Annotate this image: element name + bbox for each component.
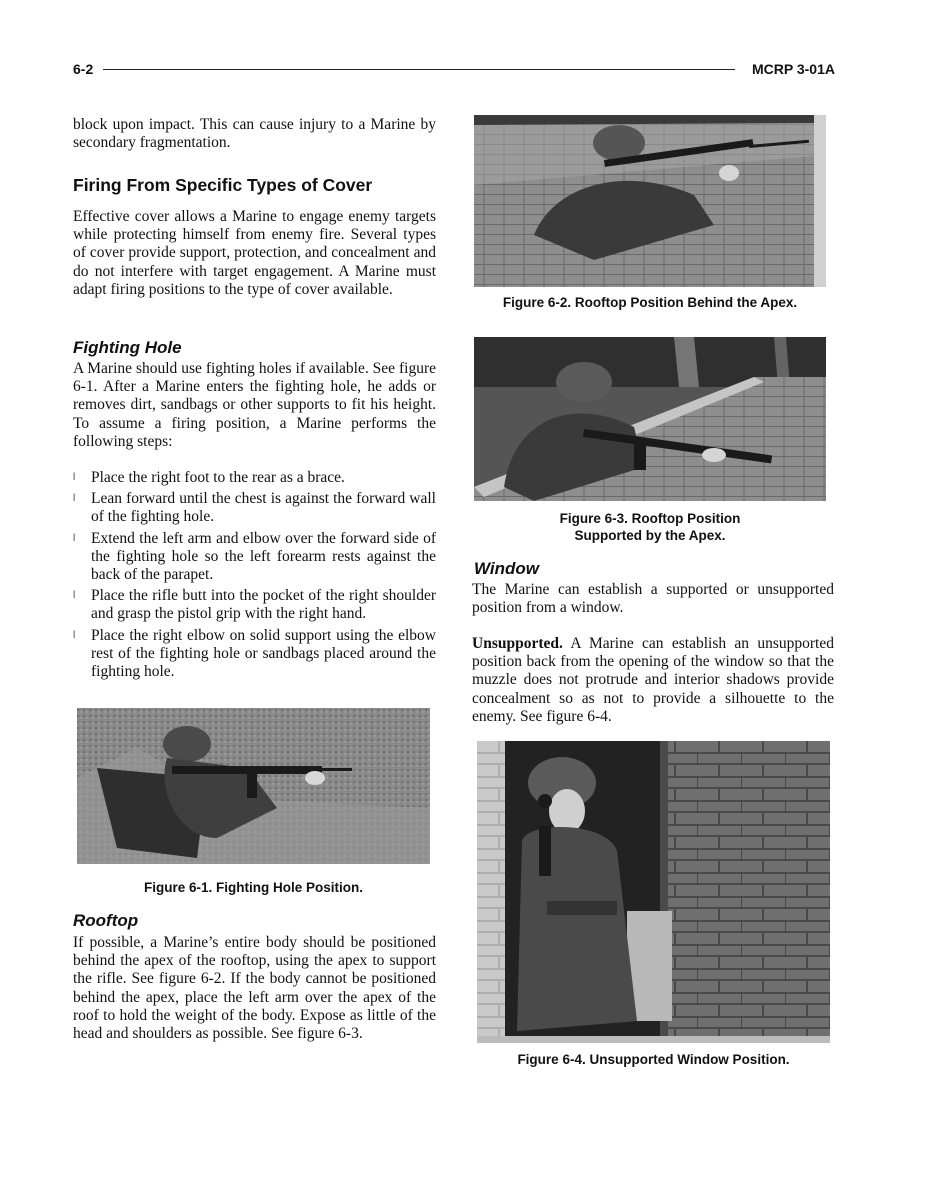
unsupported-paragraph [472, 635, 834, 726]
fighting-hole-photo [77, 708, 430, 864]
fighting-hole-text: A Marine should use fighting holes if available. See figure 6-1. After a Marine enters the fighting hole, he adds or removes dirt, sandbags or other supports to fit his height. To assume a firing position, a Marine performs the following steps: [73, 360, 436, 450]
step-text: Place the rifle butt into the pocket of the right shoulder and grasp the pistol grip with the right hand. [91, 587, 436, 623]
fig3-caption-line1: Figure 6-3. Rooftop Position [559, 511, 741, 526]
fig2-caption: Figure 6-2. Rooftop Position Behind the Apex. [502, 295, 798, 310]
list-item [73, 587, 436, 623]
list-item [73, 469, 436, 487]
rooftop-supported-photo [474, 337, 826, 501]
unsupported-label: Unsupported. [472, 635, 563, 652]
document-id: MCRP 3-01A [752, 61, 835, 77]
fighting-hole-heading: Fighting Hole [73, 338, 182, 357]
unsupported-body: A Marine can establish an unsupported position back from the opening of the window so that the muzzle does not protrude and interior shadows provide concealment so as not to provide a silhouette to the enemy. See figure 6-4. [472, 635, 834, 725]
fig4-caption: Figure 6-4. Unsupported Window Position. [517, 1052, 790, 1067]
bullet-icon: l [73, 629, 76, 641]
list-item [73, 530, 436, 585]
fig1-caption: Figure 6-1. Fighting Hole Position. [144, 880, 363, 895]
bullet-icon: l [73, 532, 76, 544]
section-body [73, 208, 436, 299]
bullet-icon: l [73, 590, 76, 602]
step-text: Lean forward until the chest is against the forward wall of the fighting hole. [91, 490, 436, 526]
step-text: Extend the left arm and elbow over the forward side of the fighting hole so the left forearm rests against the back of the parapet. [91, 529, 436, 584]
section-title: Firing From Specific Types of Cover [73, 175, 373, 195]
fighting-hole-steps [73, 469, 436, 684]
step-text: Place the right elbow on solid support using the elbow rest of the fighting hole or sandbags placed around the fighting hole. [91, 626, 436, 681]
rooftop-behind-apex-photo [474, 115, 826, 287]
section-body-text: Effective cover allows a Marine to engage enemy targets while protecting himself from enemy fire. Several types of cover provide support, protection, and concealment and do not interfere with target engagement. A Marine must adapt firing positions to the type of cover available. [73, 208, 436, 298]
bullet-icon: l [73, 493, 76, 505]
window-heading: Window [474, 559, 539, 578]
page-number: 6-2 [73, 61, 94, 77]
fig3-caption-line2: Supported by the Apex. [574, 528, 726, 543]
fighting-hole-body [73, 360, 436, 451]
rooftop-text: If possible, a Marine’s entire body should be positioned behind the apex of the rooftop, using the apex to support the rifle. See figure 6-2. If the body cannot be positioned behind the apex, place the left arm over the apex of the roof to hold the weight of the body. Expose as little of the head and shoulders as possible. See figure 6-3. [73, 934, 436, 1043]
intro-paragraph [73, 116, 436, 152]
steps-list [73, 469, 436, 681]
list-item [73, 627, 436, 682]
rooftop-body [73, 934, 436, 1043]
window-text: The Marine can establish a supported or unsupported position from a window. [472, 581, 834, 617]
unsupported-text [472, 635, 834, 726]
header-rule [103, 69, 735, 70]
fig3-caption [474, 510, 826, 544]
step-text: Place the right foot to the rear as a brace. [91, 469, 345, 486]
window-body [472, 581, 834, 617]
window-position-photo [477, 741, 830, 1043]
bullet-icon: l [73, 472, 76, 483]
rooftop-heading: Rooftop [73, 911, 139, 930]
intro-text: block upon impact. This can cause injury to a Marine by secondary fragmentation. [73, 116, 436, 152]
list-item [73, 490, 436, 526]
